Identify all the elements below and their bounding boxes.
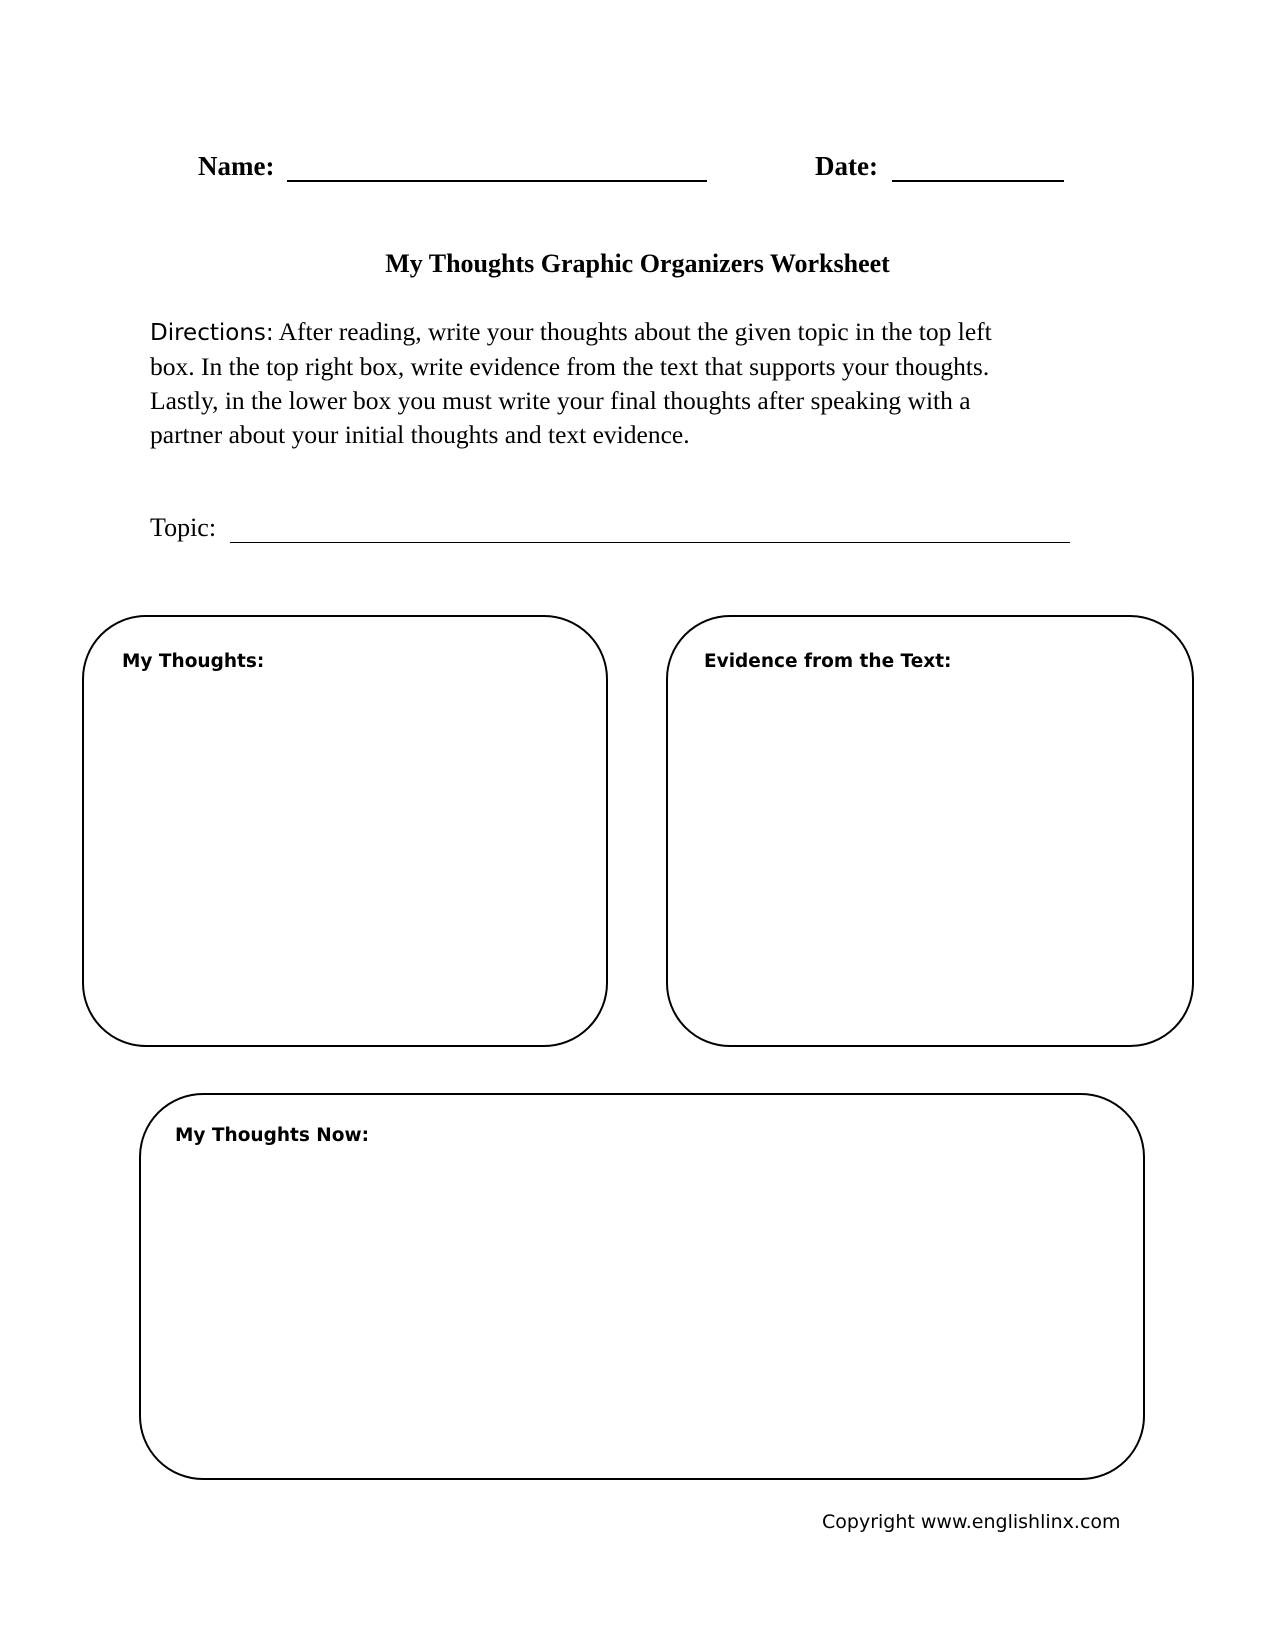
evidence-box[interactable] xyxy=(666,615,1194,1047)
name-field[interactable] xyxy=(287,180,707,182)
directions-label: Directions: xyxy=(150,320,274,346)
date-label: Date: xyxy=(815,151,878,181)
topic-label: Topic: xyxy=(150,513,217,542)
topic-field[interactable] xyxy=(230,542,1070,543)
worksheet-title: My Thoughts Graphic Organizers Worksheet xyxy=(385,249,890,278)
directions-text-1: After reading, write your thoughts about the given topic in the top left xyxy=(273,317,992,346)
directions-line-2: box. In the top right box, write evidence from the text that supports your thoughts. xyxy=(150,352,990,381)
directions-line-1 xyxy=(150,315,1110,350)
my-thoughts-now-label: My Thoughts Now: xyxy=(175,1125,369,1146)
my-thoughts-box[interactable] xyxy=(82,615,608,1047)
date-field[interactable] xyxy=(892,180,1064,182)
copyright-text: Copyright www.englishlinx.com xyxy=(822,1511,1121,1533)
evidence-label: Evidence from the Text: xyxy=(704,651,952,672)
my-thoughts-now-box[interactable] xyxy=(139,1093,1145,1480)
my-thoughts-label: My Thoughts: xyxy=(122,651,265,672)
directions-line-3: Lastly, in the lower box you must write your final thoughts after speaking with a xyxy=(150,386,971,415)
name-label: Name: xyxy=(198,151,275,181)
directions-line-4: partner about your initial thoughts and text evidence. xyxy=(150,420,690,449)
directions xyxy=(150,315,1110,452)
